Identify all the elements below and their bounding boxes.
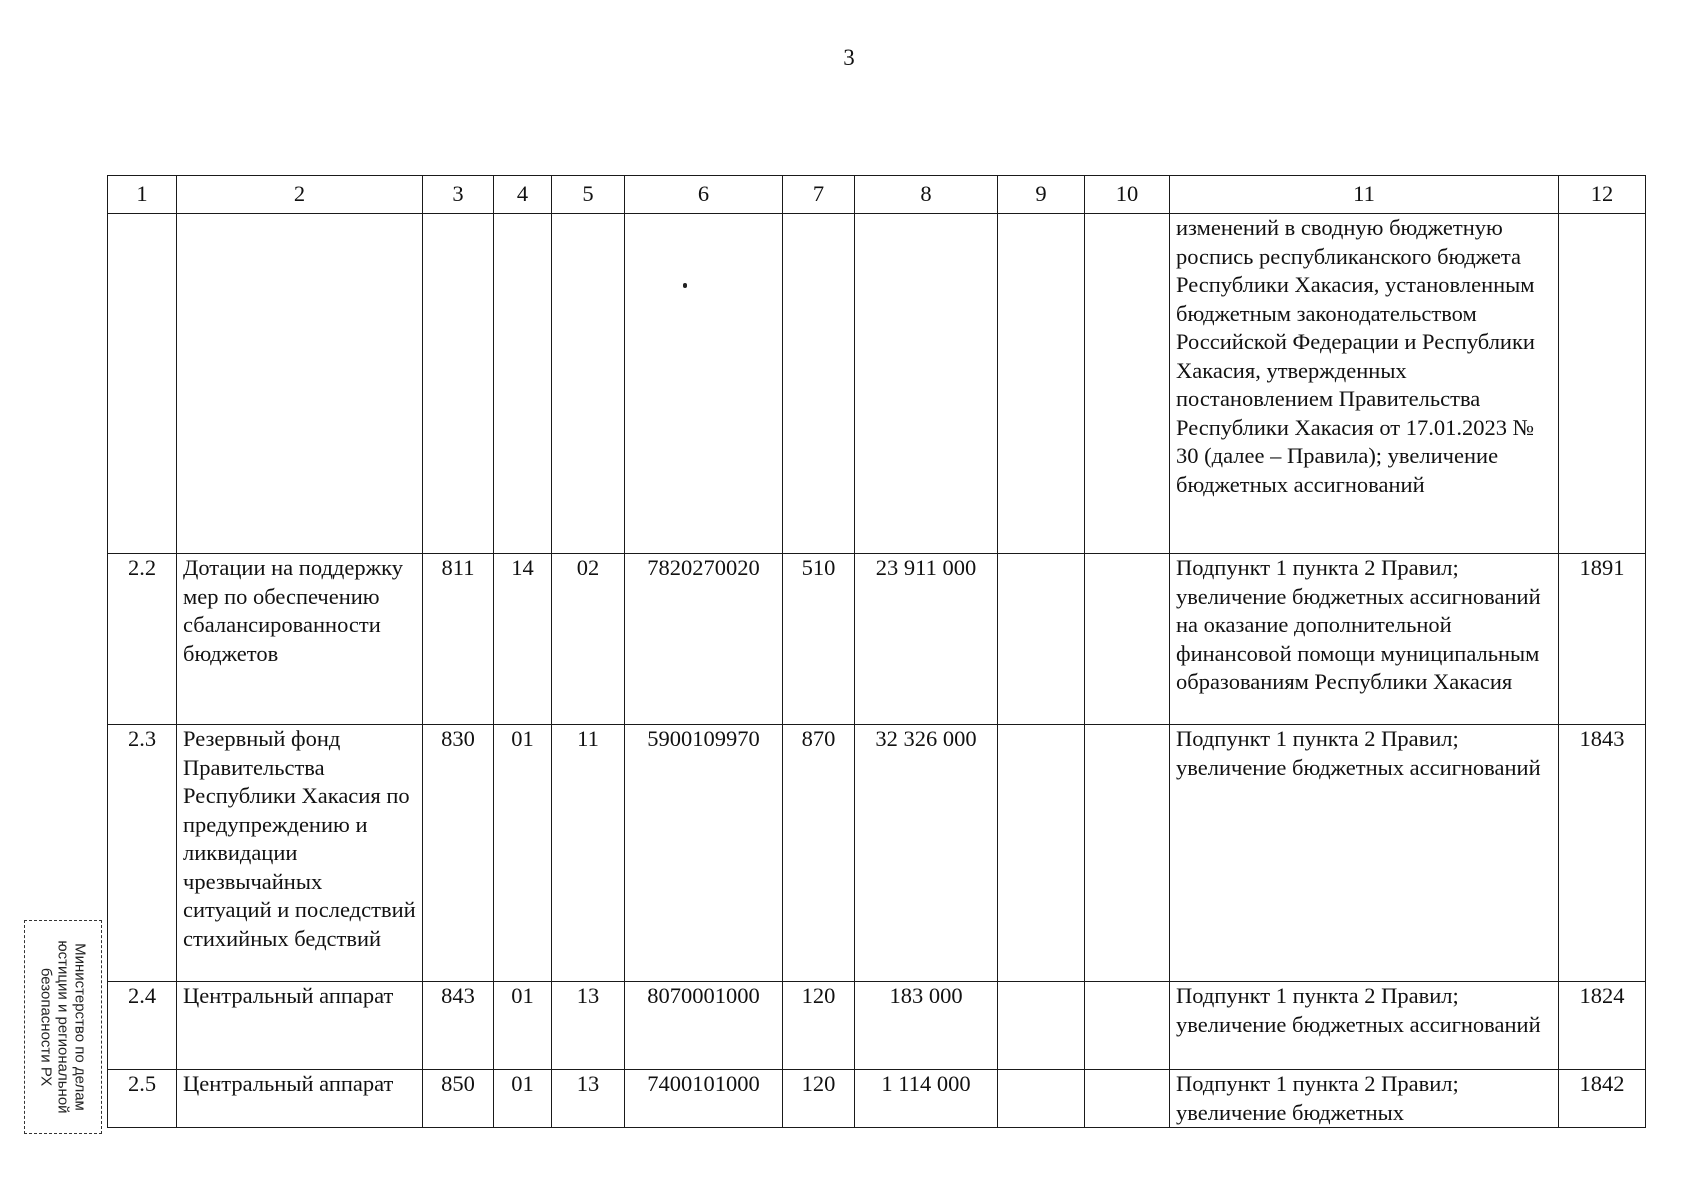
column-number-header: 6 bbox=[625, 176, 783, 214]
code-7-cell bbox=[783, 214, 855, 554]
expense-name-cell: Дотации на поддержку мер по обеспечению сбалансированности бюджетов bbox=[177, 554, 423, 725]
column-number-header: 7 bbox=[783, 176, 855, 214]
code-3-cell bbox=[423, 214, 494, 554]
code-3-cell: 843 bbox=[423, 982, 494, 1070]
budget-changes-table bbox=[107, 175, 1646, 1128]
code-7-cell: 120 bbox=[783, 982, 855, 1070]
basis-cell: Подпункт 1 пункта 2 Правил; увеличение бюджетных ассигнований bbox=[1170, 982, 1559, 1070]
column-9-cell bbox=[998, 725, 1085, 982]
row-number-cell: 2.5 bbox=[108, 1070, 177, 1128]
code-5-cell: 13 bbox=[552, 1070, 625, 1128]
code-5-cell: 02 bbox=[552, 554, 625, 725]
code-6-cell: 5900109970 bbox=[625, 725, 783, 982]
column-9-cell bbox=[998, 554, 1085, 725]
row-number-cell: 2.3 bbox=[108, 725, 177, 982]
column-number-header: 3 bbox=[423, 176, 494, 214]
column-10-cell bbox=[1085, 1070, 1170, 1128]
column-number-header: 5 bbox=[552, 176, 625, 214]
code-4-cell: 01 bbox=[494, 982, 552, 1070]
code-7-cell: 870 bbox=[783, 725, 855, 982]
table-row bbox=[108, 214, 1646, 554]
expense-name-cell: Центральный аппарат bbox=[177, 982, 423, 1070]
basis-cell: изменений в сводную бюджетную роспись республиканского бюджета Республики Хакасия, установленным бюджетным законодательством Российской Федерации и Республики Хакасия, утвержденных постановлением Правительства Республики Хакасия от 17.01.2023 № 30 (далее – Правила); увеличение бюджетных ассигнований bbox=[1170, 214, 1559, 554]
column-number-header: 8 bbox=[855, 176, 998, 214]
table-row bbox=[108, 1070, 1646, 1128]
amount-cell: 32 326 000 bbox=[855, 725, 998, 982]
column-12-cell: 1842 bbox=[1559, 1070, 1646, 1128]
column-12-cell: 1843 bbox=[1559, 725, 1646, 982]
column-number-header: 11 bbox=[1170, 176, 1559, 214]
code-7-cell: 120 bbox=[783, 1070, 855, 1128]
column-12-cell: 1824 bbox=[1559, 982, 1646, 1070]
page-number: 3 bbox=[843, 45, 855, 70]
stamp-line: Министерство по делам bbox=[71, 943, 89, 1111]
stamp-line: безопасности РХ bbox=[37, 967, 55, 1087]
amount-cell: 23 911 000 bbox=[855, 554, 998, 725]
column-9-cell bbox=[998, 982, 1085, 1070]
code-6-cell: 7820270020 bbox=[625, 554, 783, 725]
code-6-cell bbox=[625, 214, 783, 554]
code-3-cell: 811 bbox=[423, 554, 494, 725]
code-6-cell: 8070001000 bbox=[625, 982, 783, 1070]
table-row bbox=[108, 554, 1646, 725]
code-4-cell bbox=[494, 214, 552, 554]
column-12-cell bbox=[1559, 214, 1646, 554]
basis-cell: Подпункт 1 пункта 2 Правил; увеличение бюджетных ассигнований bbox=[1170, 725, 1559, 982]
stamp-line: юстиции и региональной bbox=[54, 940, 72, 1114]
amount-cell: 183 000 bbox=[855, 982, 998, 1070]
column-number-header: 10 bbox=[1085, 176, 1170, 214]
row-number-cell: 2.4 bbox=[108, 982, 177, 1070]
row-number-cell: 2.2 bbox=[108, 554, 177, 725]
column-10-cell bbox=[1085, 554, 1170, 725]
stamp-text bbox=[38, 921, 89, 1133]
column-number-header: 12 bbox=[1559, 176, 1646, 214]
column-number-header: 4 bbox=[494, 176, 552, 214]
amount-cell: 1 114 000 bbox=[855, 1070, 998, 1128]
code-6-cell: 7400101000 bbox=[625, 1070, 783, 1128]
column-10-cell bbox=[1085, 214, 1170, 554]
code-3-cell: 850 bbox=[423, 1070, 494, 1128]
code-7-cell: 510 bbox=[783, 554, 855, 725]
table-row bbox=[108, 725, 1646, 982]
amount-cell bbox=[855, 214, 998, 554]
column-number-header: 9 bbox=[998, 176, 1085, 214]
column-number-row bbox=[108, 176, 1646, 214]
basis-cell: Подпункт 1 пункта 2 Правил; увеличение бюджетных bbox=[1170, 1070, 1559, 1128]
code-5-cell: 11 bbox=[552, 725, 625, 982]
expense-name-cell: Центральный аппарат bbox=[177, 1070, 423, 1128]
column-12-cell: 1891 bbox=[1559, 554, 1646, 725]
ministry-stamp bbox=[24, 920, 102, 1134]
code-3-cell: 830 bbox=[423, 725, 494, 982]
column-10-cell bbox=[1085, 725, 1170, 982]
code-4-cell: 14 bbox=[494, 554, 552, 725]
column-9-cell bbox=[998, 1070, 1085, 1128]
expense-name-cell: Резервный фонд Правительства Республики Хакасия по предупреждению и ликвидации чрезвычайных ситуаций и последствий стихийных бедствий bbox=[177, 725, 423, 982]
column-number-header: 2 bbox=[177, 176, 423, 214]
column-10-cell bbox=[1085, 982, 1170, 1070]
row-number-cell bbox=[108, 214, 177, 554]
column-number-header: 1 bbox=[108, 176, 177, 214]
scan-speck bbox=[683, 283, 687, 288]
code-4-cell: 01 bbox=[494, 1070, 552, 1128]
column-9-cell bbox=[998, 214, 1085, 554]
expense-name-cell bbox=[177, 214, 423, 554]
code-4-cell: 01 bbox=[494, 725, 552, 982]
table-row bbox=[108, 982, 1646, 1070]
basis-cell: Подпункт 1 пункта 2 Правил; увеличение бюджетных ассигнований на оказание дополнительной финансовой помощи муниципальным образованиям Республики Хакасия bbox=[1170, 554, 1559, 725]
code-5-cell bbox=[552, 214, 625, 554]
code-5-cell: 13 bbox=[552, 982, 625, 1070]
